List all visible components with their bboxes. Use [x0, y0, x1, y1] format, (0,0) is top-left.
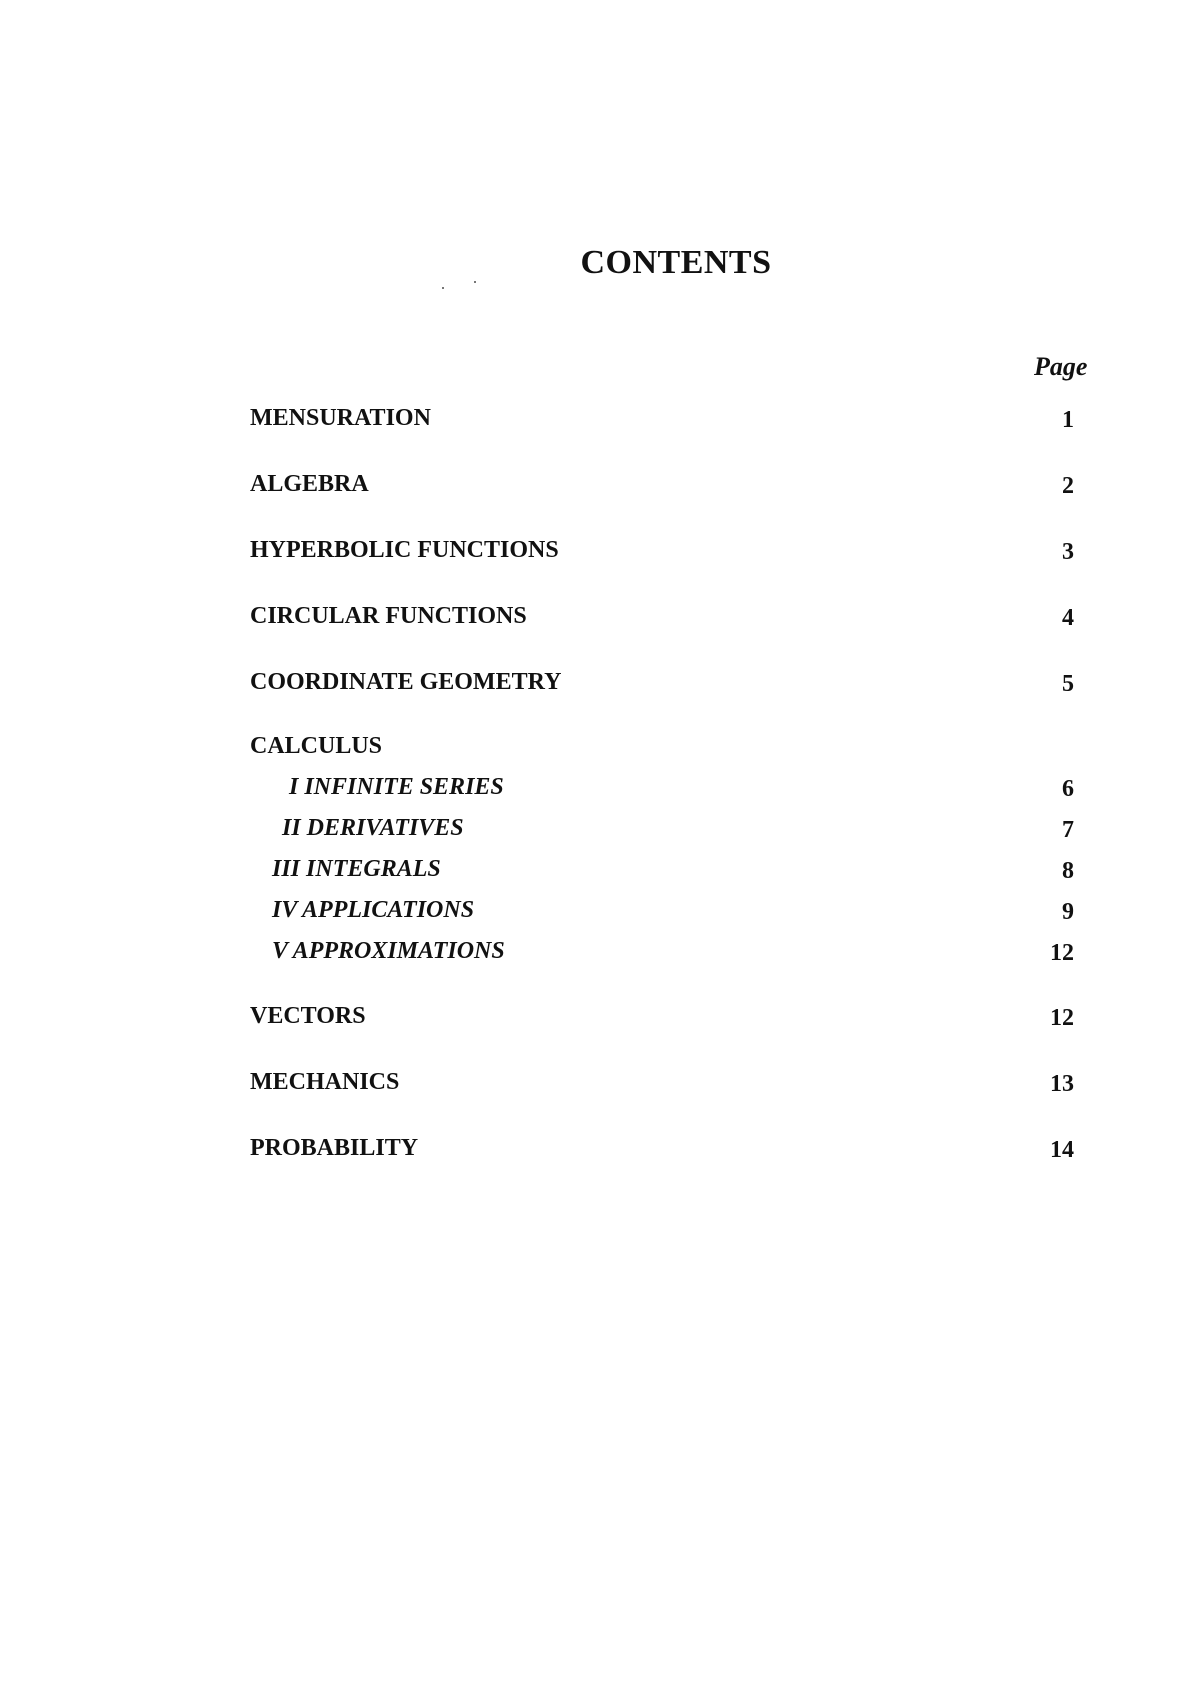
- toc-entry-page: 6: [1062, 776, 1074, 802]
- toc-entry-page: 12: [1050, 940, 1074, 966]
- toc-entry-label: MENSURATION: [250, 405, 431, 431]
- toc-entry-label: HYPERBOLIC FUNCTIONS: [250, 537, 559, 563]
- toc-entry-page: 2: [1062, 473, 1074, 499]
- toc-entry-page: 12: [1050, 1005, 1074, 1031]
- toc-entry-vectors: [250, 1003, 1090, 1035]
- page-column-header: Page: [1034, 352, 1088, 381]
- toc-entry-mensuration: [250, 405, 1090, 437]
- toc-subentry-applications: [250, 897, 1090, 929]
- toc-entry-label: PROBABILITY: [250, 1135, 419, 1161]
- toc-entry-label: CIRCULAR FUNCTIONS: [250, 603, 527, 629]
- toc-entry-label: CALCULUS: [250, 733, 383, 759]
- toc-entry-page: 14: [1050, 1137, 1074, 1163]
- toc-entry-page: 5: [1062, 671, 1074, 697]
- toc-entry-page: 7: [1062, 817, 1074, 843]
- toc-entry-page: 13: [1050, 1071, 1074, 1097]
- toc-entry-label: ALGEBRA: [250, 471, 369, 497]
- toc-entry-label: COORDINATE GEOMETRY: [250, 669, 562, 695]
- toc-entry-mechanics: [250, 1069, 1090, 1101]
- toc-subentry-approximations: [250, 938, 1090, 970]
- toc-entry-probability: [250, 1135, 1090, 1167]
- toc-entry-algebra: [250, 471, 1090, 503]
- scan-speck: [474, 281, 476, 283]
- toc-subentry-derivatives: [250, 815, 1090, 847]
- toc-entry-page: 8: [1062, 858, 1074, 884]
- toc-entry-label: I INFINITE SERIES: [289, 774, 504, 800]
- toc-entry-page: 1: [1062, 407, 1074, 433]
- toc-entry-page: 3: [1062, 539, 1074, 565]
- toc-entry-label: III INTEGRALS: [272, 856, 441, 882]
- toc-entry-coordinate-geometry: [250, 669, 1090, 701]
- toc-entry-label: MECHANICS: [250, 1069, 400, 1095]
- toc-entry-label: VECTORS: [250, 1003, 366, 1029]
- toc-entry-label: II DERIVATIVES: [282, 815, 464, 841]
- scan-speck: [442, 287, 444, 289]
- toc-entry-label: IV APPLICATIONS: [272, 897, 475, 923]
- toc-entry-calculus: [250, 733, 1090, 765]
- contents-title: CONTENTS: [580, 244, 772, 281]
- toc-subentry-infinite-series: [250, 774, 1090, 806]
- toc-entry-hyperbolic-functions: [250, 537, 1090, 569]
- toc-entry-page: 4: [1062, 605, 1074, 631]
- toc-subentry-integrals: [250, 856, 1090, 888]
- toc-entry-circular-functions: [250, 603, 1090, 635]
- toc-entry-label: V APPROXIMATIONS: [272, 938, 505, 964]
- toc-entry-page: 9: [1062, 899, 1074, 925]
